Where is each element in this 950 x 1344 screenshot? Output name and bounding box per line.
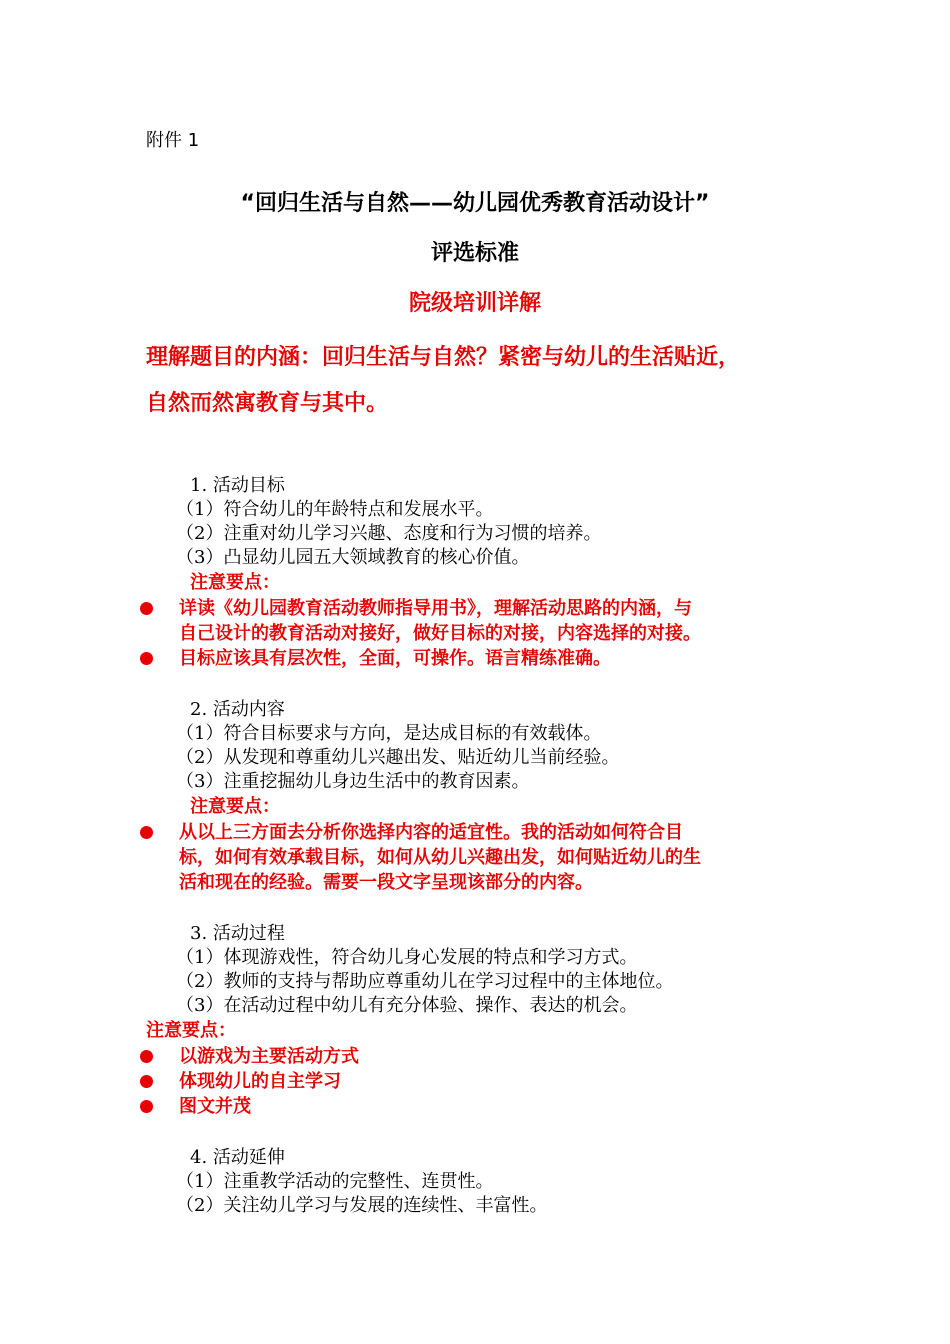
section-item: （2）注重对幼儿学习兴趣、态度和行为习惯的培养。 [176,523,602,544]
section-item: （3）凸显幼儿园五大领域教育的核心价值。 [176,547,530,568]
section-item: （2）教师的支持与帮助应尊重幼儿在学习过程中的主体地位。 [176,971,674,992]
bullet-dot-icon [140,1075,153,1088]
section-item: （1）体现游戏性，符合幼儿身心发展的特点和学习方式。 [176,947,638,968]
section-objectives [146,474,846,671]
intro-line-2: 自然而然寓教育与其中。 [146,391,389,416]
bullet-dot-icon [140,826,153,839]
bullet-line: 从以上三方面去分析你选择内容的适宜性。我的活动如何符合目 [179,822,683,843]
section-title: 4. 活动延伸 [190,1147,285,1168]
section-title: 1. 活动目标 [190,475,285,496]
section-item: （1）符合目标要求与方向，是达成目标的有效载体。 [176,723,602,744]
bullet-line: 详读《幼儿园教育活动教师指导用书》，理解活动思路的内涵，与 [179,598,692,619]
document-title: “回归生活与自然——幼儿园优秀教育活动设计” [240,191,710,216]
bullet-line: 活和现在的经验。需要一段文字呈现该部分的内容。 [179,872,593,893]
bullet-line: 目标应该具有层次性，全面，可操作。语言精练准确。 [179,648,611,669]
section-title: 2. 活动内容 [190,699,285,720]
bullet-dot-icon [140,602,153,615]
note-bullet [146,1094,846,1119]
note-title: 注意要点： [190,572,280,593]
section-process [146,922,846,1119]
section-item: （3）注重挖掘幼儿身边生活中的教育因素。 [176,771,530,792]
section-extension [146,1146,846,1218]
section-item: （1）符合幼儿的年龄特点和发展水平。 [176,499,494,520]
section-item: （1）注重教学活动的完整性、连贯性。 [176,1171,494,1192]
note-bullet [146,820,846,895]
bullet-line: 标，如何有效承载目标，如何从幼儿兴趣出发，如何贴近幼儿的生 [179,847,701,868]
note-title: 注意要点： [146,1020,236,1041]
section-title: 3. 活动过程 [190,923,285,944]
bullet-line: 图文并茂 [179,1096,251,1117]
section-content [146,698,846,895]
section-item: （2）从发现和尊重幼儿兴趣出发、贴近幼儿当前经验。 [176,747,620,768]
section-item: （2）关注幼儿学习与发展的连续性、丰富性。 [176,1195,548,1216]
note-bullet [146,596,846,646]
bullet-line: 体现幼儿的自主学习 [179,1071,341,1092]
bullet-line: 自己设计的教育活动对接好，做好目标的对接，内容选择的对接。 [179,623,701,644]
bullet-dot-icon [140,1100,153,1113]
note-bullet [146,1069,846,1094]
note-title: 注意要点： [190,796,280,817]
bullet-dot-icon [140,652,153,665]
attachment-label: 附件 1 [146,130,200,151]
note-bullet [146,646,846,671]
document-subtitle: 评选标准 [430,241,519,266]
note-bullet [146,1044,846,1069]
bullet-dot-icon [140,1050,153,1063]
intro-line-1: 理解题目的内涵：回归生活与自然？紧密与幼儿的生活贴近， [146,345,741,370]
section-item: （3）在活动过程中幼儿有充分体验、操作、表达的机会。 [176,995,638,1016]
training-heading: 院级培训详解 [408,291,541,316]
bullet-line: 以游戏为主要活动方式 [179,1046,359,1067]
